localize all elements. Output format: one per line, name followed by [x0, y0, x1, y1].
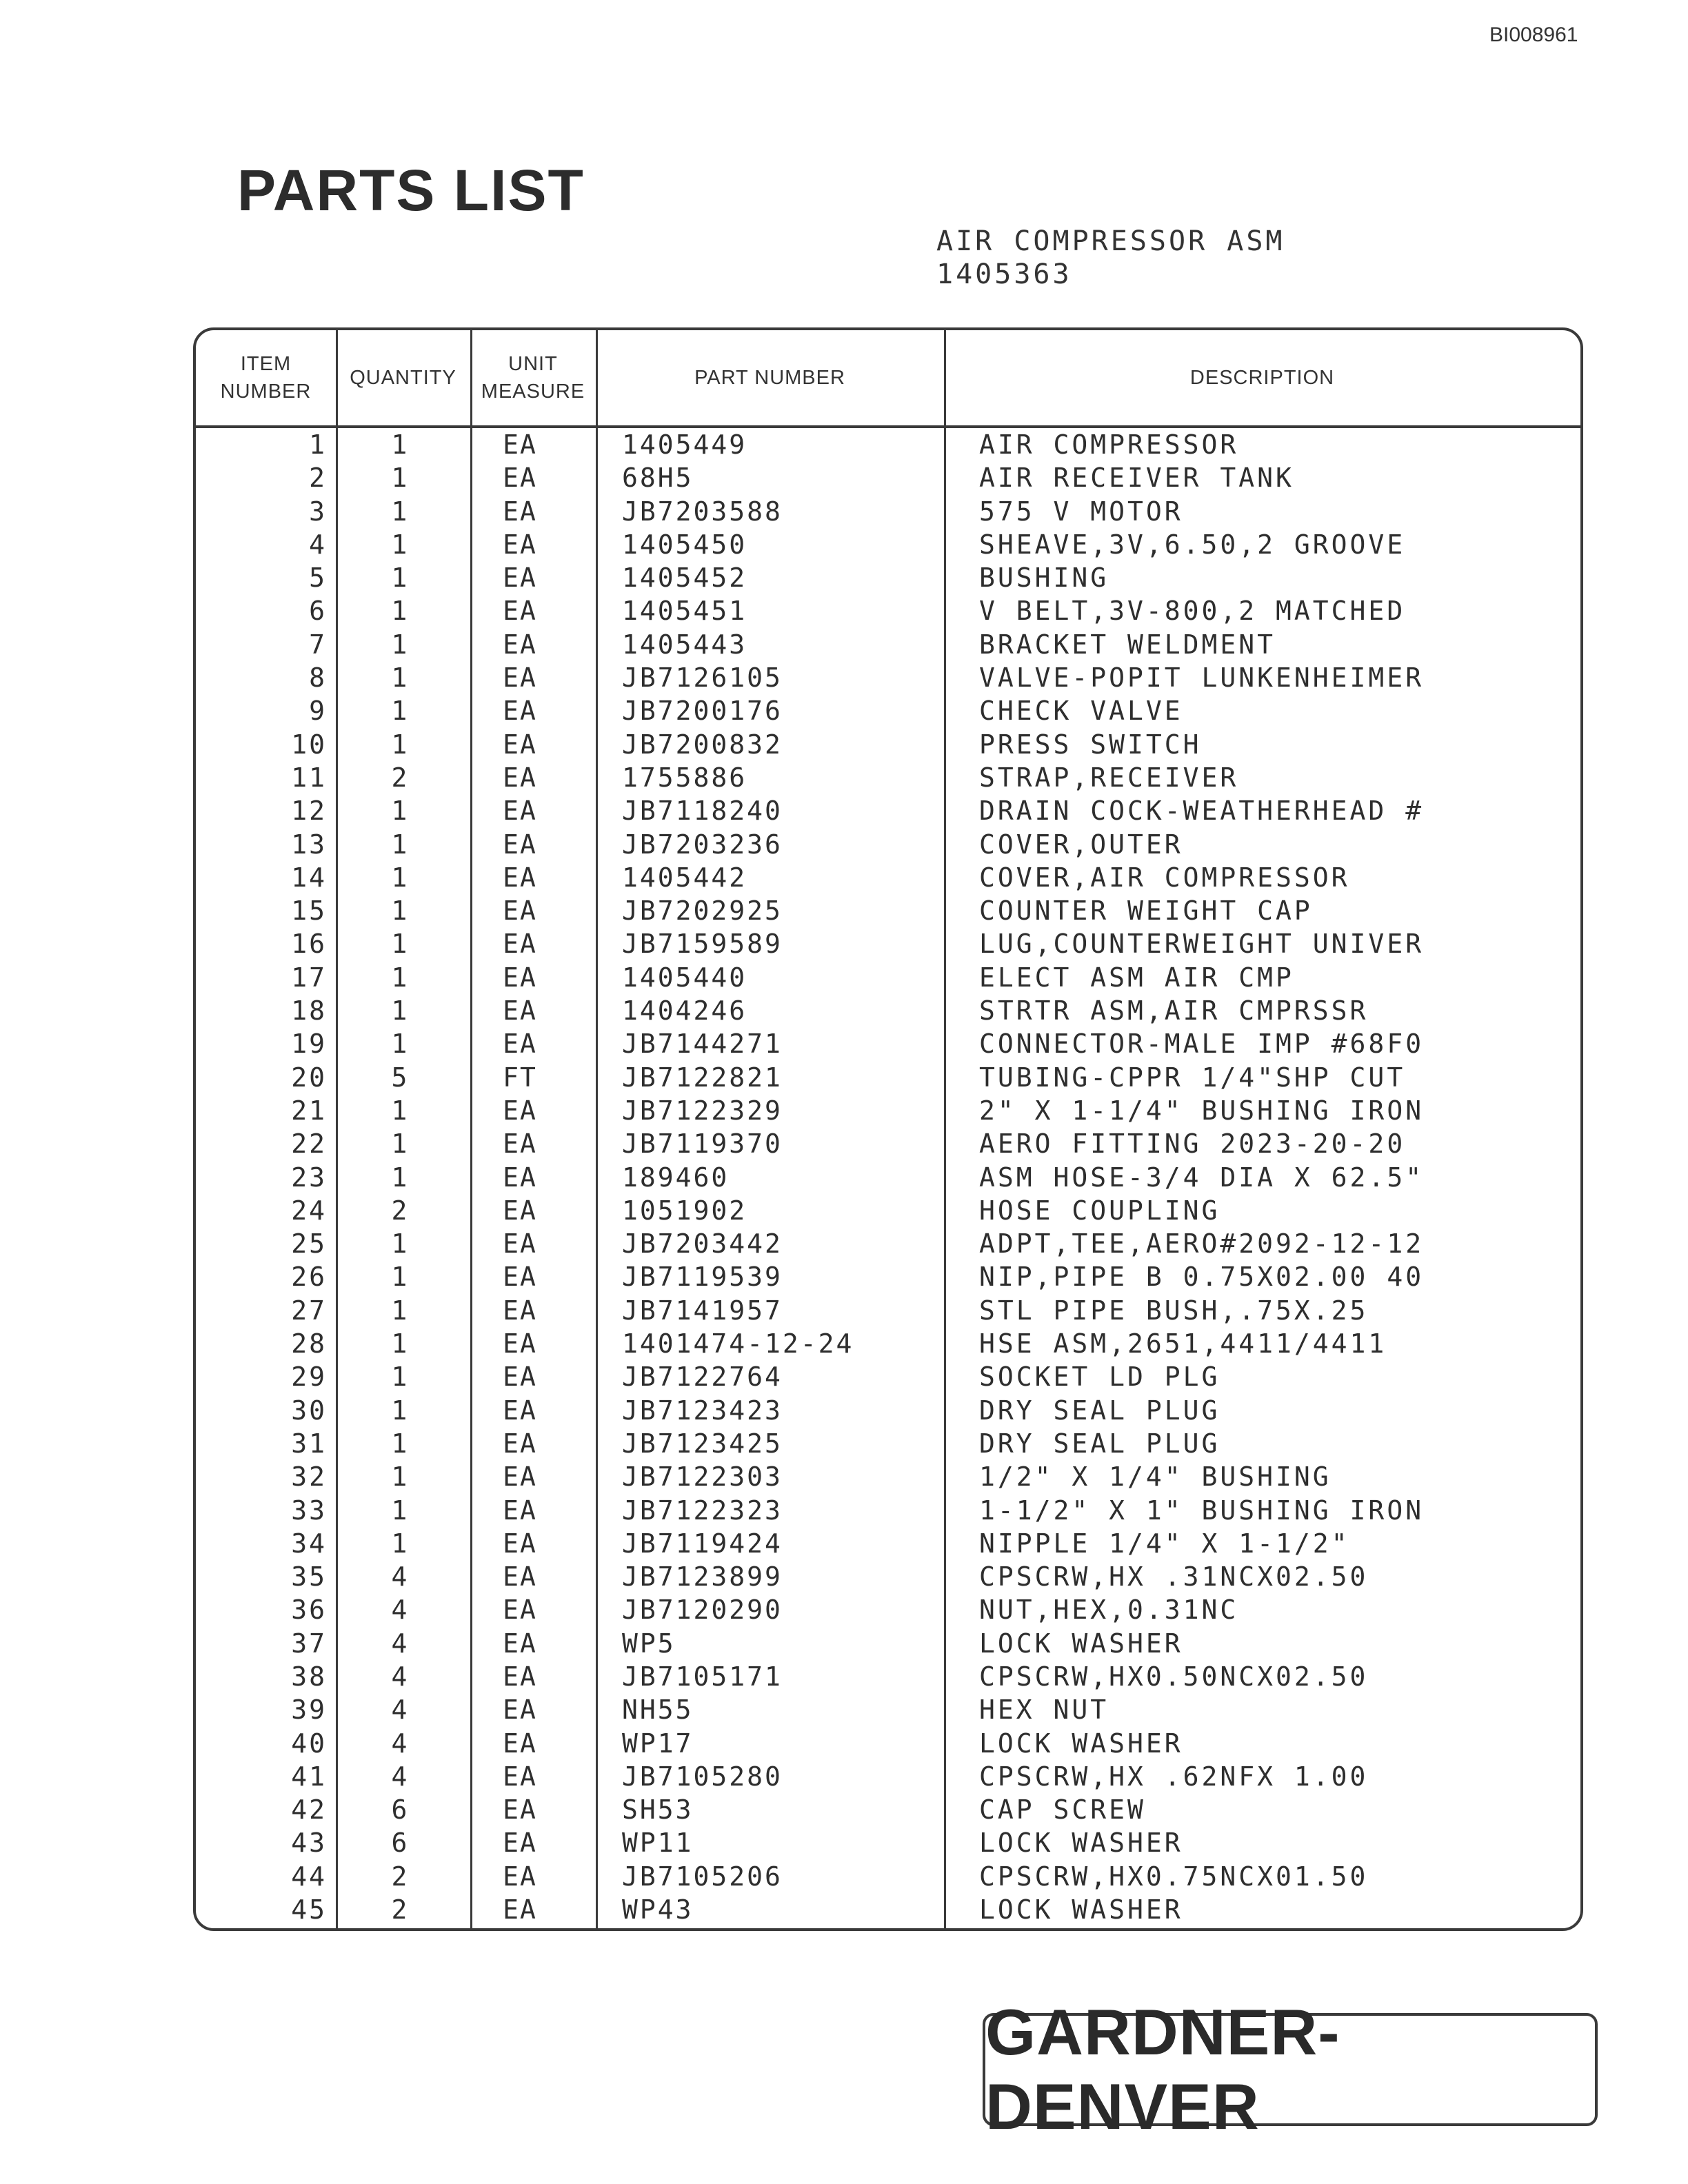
cell-unit-measure: EA	[503, 1462, 537, 1493]
cell-description: COVER,AIR COMPRESSOR	[979, 862, 1350, 893]
document-id: BI008961	[1489, 23, 1578, 46]
cell-unit-measure: EA	[503, 1794, 537, 1826]
cell-unit-measure: EA	[503, 1295, 537, 1326]
cell-quantity: 6	[391, 1794, 408, 1826]
table-row	[196, 1893, 1580, 1926]
cell-unit-measure: EA	[503, 1495, 537, 1526]
cell-item-number: 27	[291, 1295, 327, 1326]
table-row	[196, 661, 1580, 694]
cell-unit-measure: EA	[503, 1595, 537, 1626]
cell-unit-measure: EA	[503, 1095, 537, 1126]
cell-part-number: JB7159589	[622, 929, 783, 960]
cell-item-number: 41	[291, 1761, 327, 1792]
cell-quantity: 4	[391, 1561, 408, 1593]
cell-item-number: 22	[291, 1129, 327, 1160]
cell-quantity: 2	[391, 1894, 408, 1925]
cell-item-number: 39	[291, 1695, 327, 1726]
table-row	[196, 761, 1580, 794]
cell-part-number: JB7105280	[622, 1761, 783, 1792]
cell-description: CAP SCREW	[979, 1794, 1146, 1826]
cell-description: 2" X 1-1/4" BUSHING IRON	[979, 1095, 1425, 1126]
cell-item-number: 10	[291, 729, 327, 760]
cell-description: SOCKET LD PLG	[979, 1362, 1220, 1393]
parts-table	[193, 327, 1583, 1931]
cell-quantity: 1	[391, 596, 408, 627]
table-row	[196, 1427, 1580, 1460]
cell-item-number: 17	[291, 962, 327, 993]
table-header	[196, 330, 1580, 428]
cell-unit-measure: EA	[503, 1561, 537, 1593]
cell-description: AIR RECEIVER TANK	[979, 463, 1294, 494]
table-row	[196, 1194, 1580, 1227]
cell-part-number: JB7122329	[622, 1095, 783, 1126]
cell-quantity: 1	[391, 429, 408, 460]
table-row	[196, 1227, 1580, 1260]
cell-unit-measure: EA	[503, 1328, 537, 1359]
cell-part-number: 1401474-12-24	[622, 1328, 854, 1359]
cell-description: LUG,COUNTERWEIGHT UNIVER	[979, 929, 1425, 960]
cell-unit-measure: EA	[503, 429, 537, 460]
cell-unit-measure: EA	[503, 496, 537, 527]
cell-unit-measure: EA	[503, 529, 537, 560]
cell-description: LOCK WASHER	[979, 1628, 1183, 1659]
cell-description: DRY SEAL PLUG	[979, 1428, 1220, 1459]
cell-unit-measure: EA	[503, 1029, 537, 1060]
cell-item-number: 32	[291, 1462, 327, 1493]
cell-description: PRESS SWITCH	[979, 729, 1202, 760]
cell-part-number: 1405440	[622, 962, 747, 993]
table-row	[196, 561, 1580, 594]
cell-item-number: 42	[291, 1794, 327, 1826]
table-row	[196, 728, 1580, 761]
cell-quantity: 4	[391, 1628, 408, 1659]
cell-quantity: 1	[391, 929, 408, 960]
cell-unit-measure: EA	[503, 896, 537, 927]
cell-quantity: 1	[391, 663, 408, 694]
table-row	[196, 1593, 1580, 1626]
cell-item-number: 37	[291, 1628, 327, 1659]
cell-unit-measure: EA	[503, 929, 537, 960]
cell-part-number: 1404246	[622, 995, 747, 1027]
cell-part-number: NH55	[622, 1695, 694, 1726]
table-row	[196, 1494, 1580, 1527]
cell-unit-measure: EA	[503, 1262, 537, 1293]
cell-item-number: 36	[291, 1595, 327, 1626]
table-row	[196, 1061, 1580, 1094]
cell-part-number: 68H5	[622, 463, 694, 494]
header-quantity: QUANTITY	[350, 367, 456, 389]
table-row	[196, 1094, 1580, 1127]
page-title: PARTS LIST	[237, 158, 585, 223]
cell-quantity: 2	[391, 762, 408, 793]
cell-unit-measure: EA	[503, 1661, 537, 1692]
cell-part-number: 189460	[622, 1162, 730, 1193]
cell-unit-measure: EA	[503, 1362, 537, 1393]
cell-description: LOCK WASHER	[979, 1828, 1183, 1859]
cell-unit-measure: EA	[503, 1428, 537, 1459]
cell-item-number: 12	[291, 796, 327, 827]
cell-quantity: 4	[391, 1728, 408, 1759]
cell-item-number: 44	[291, 1861, 327, 1892]
cell-unit-measure: EA	[503, 796, 537, 827]
cell-item-number: 7	[309, 629, 327, 660]
cell-item-number: 33	[291, 1495, 327, 1526]
cell-unit-measure: EA	[503, 663, 537, 694]
cell-unit-measure: EA	[503, 762, 537, 793]
cell-unit-measure: EA	[503, 829, 537, 860]
cell-part-number: JB7203588	[622, 496, 783, 527]
cell-part-number: JB7123425	[622, 1428, 783, 1459]
cell-quantity: 1	[391, 696, 408, 727]
cell-unit-measure: EA	[503, 1894, 537, 1925]
cell-description: 1/2" X 1/4" BUSHING	[979, 1462, 1332, 1493]
cell-description: LOCK WASHER	[979, 1894, 1183, 1925]
cell-part-number: JB7203442	[622, 1228, 783, 1260]
cell-unit-measure: EA	[503, 1728, 537, 1759]
cell-quantity: 1	[391, 1462, 408, 1493]
cell-quantity: 1	[391, 1328, 408, 1359]
cell-part-number: 1405442	[622, 862, 747, 893]
cell-part-number: 1405449	[622, 429, 747, 460]
cell-unit-measure: EA	[503, 596, 537, 627]
cell-quantity: 1	[391, 496, 408, 527]
table-row	[196, 861, 1580, 894]
cell-part-number: JB7122821	[622, 1062, 783, 1093]
cell-unit-measure: EA	[503, 1628, 537, 1659]
cell-description: COVER,OUTER	[979, 829, 1183, 860]
cell-item-number: 21	[291, 1095, 327, 1126]
cell-unit-measure: EA	[503, 1162, 537, 1193]
cell-description: 575 V MOTOR	[979, 496, 1183, 527]
cell-part-number: JB7122303	[622, 1462, 783, 1493]
cell-item-number: 3	[309, 496, 327, 527]
table-row	[196, 1627, 1580, 1660]
cell-description: NIPPLE 1/4" X 1-1/2"	[979, 1528, 1350, 1559]
table-row	[196, 1360, 1580, 1393]
cell-item-number: 35	[291, 1561, 327, 1593]
cell-part-number: 1755886	[622, 762, 747, 793]
cell-item-number: 19	[291, 1029, 327, 1060]
cell-quantity: 6	[391, 1828, 408, 1859]
cell-part-number: JB7119424	[622, 1528, 783, 1559]
cell-item-number: 34	[291, 1528, 327, 1559]
cell-item-number: 14	[291, 862, 327, 893]
cell-quantity: 1	[391, 629, 408, 660]
table-row	[196, 694, 1580, 727]
cell-description: 1-1/2" X 1" BUSHING IRON	[979, 1495, 1425, 1526]
cell-description: ASM HOSE-3/4 DIA X 62.5"	[979, 1162, 1425, 1193]
header-item-number: ITEM NUMBER	[220, 353, 312, 403]
table-row	[196, 1161, 1580, 1194]
cell-unit-measure: EA	[503, 563, 537, 594]
cell-unit-measure: EA	[503, 1395, 537, 1426]
cell-unit-measure: EA	[503, 1129, 537, 1160]
cell-item-number: 6	[309, 596, 327, 627]
header-part-number: PART NUMBER	[694, 367, 845, 389]
cell-item-number: 24	[291, 1195, 327, 1226]
cell-quantity: 1	[391, 862, 408, 893]
table-row	[196, 1460, 1580, 1493]
cell-part-number: SH53	[622, 1794, 694, 1826]
cell-quantity: 2	[391, 1195, 408, 1226]
cell-item-number: 4	[309, 529, 327, 560]
cell-quantity: 1	[391, 1295, 408, 1326]
table-row	[196, 1660, 1580, 1693]
cell-item-number: 16	[291, 929, 327, 960]
cell-quantity: 1	[391, 1129, 408, 1160]
cell-unit-measure: EA	[503, 962, 537, 993]
cell-item-number: 40	[291, 1728, 327, 1759]
cell-unit-measure: EA	[503, 1761, 537, 1792]
cell-description: ELECT ASM AIR CMP	[979, 962, 1294, 993]
cell-quantity: 1	[391, 995, 408, 1027]
cell-description: CPSCRW,HX0.75NCX01.50	[979, 1861, 1369, 1892]
cell-part-number: JB7123423	[622, 1395, 783, 1426]
table-row	[196, 1727, 1580, 1760]
cell-unit-measure: EA	[503, 729, 537, 760]
cell-unit-measure: EA	[503, 1828, 537, 1859]
cell-description: CPSCRW,HX .31NCX02.50	[979, 1561, 1369, 1593]
cell-part-number: 1051902	[622, 1195, 747, 1226]
table-row	[196, 628, 1580, 661]
cell-quantity: 1	[391, 1362, 408, 1393]
cell-quantity: 1	[391, 463, 408, 494]
cell-part-number: JB7119370	[622, 1129, 783, 1160]
cell-part-number: JB7119539	[622, 1262, 783, 1293]
cell-quantity: 1	[391, 1162, 408, 1193]
table-row	[196, 1760, 1580, 1793]
cell-item-number: 45	[291, 1894, 327, 1925]
cell-quantity: 1	[391, 1495, 408, 1526]
cell-part-number: JB7123899	[622, 1561, 783, 1593]
cell-quantity: 1	[391, 796, 408, 827]
table-row	[196, 894, 1580, 927]
table-row	[196, 428, 1580, 461]
cell-item-number: 9	[309, 696, 327, 727]
cell-description: CHECK VALVE	[979, 696, 1183, 727]
table-row	[196, 1327, 1580, 1360]
table-row	[196, 528, 1580, 561]
cell-item-number: 30	[291, 1395, 327, 1426]
cell-part-number: JB7144271	[622, 1029, 783, 1060]
cell-description: SHEAVE,3V,6.50,2 GROOVE	[979, 529, 1406, 560]
cell-quantity: 1	[391, 529, 408, 560]
cell-part-number: JB7122323	[622, 1495, 783, 1526]
cell-quantity: 1	[391, 1095, 408, 1126]
cell-quantity: 1	[391, 1029, 408, 1060]
cell-item-number: 25	[291, 1228, 327, 1260]
cell-part-number: JB7118240	[622, 796, 783, 827]
cell-unit-measure: EA	[503, 862, 537, 893]
cell-item-number: 43	[291, 1828, 327, 1859]
cell-description: DRY SEAL PLUG	[979, 1395, 1220, 1426]
cell-description: ADPT,TEE,AERO#2092-12-12	[979, 1228, 1425, 1260]
cell-unit-measure: EA	[503, 463, 537, 494]
cell-item-number: 18	[291, 995, 327, 1027]
table-row	[196, 495, 1580, 528]
table-row	[196, 828, 1580, 861]
cell-item-number: 8	[309, 663, 327, 694]
table-row	[196, 1127, 1580, 1160]
table-row	[196, 961, 1580, 994]
cell-item-number: 26	[291, 1262, 327, 1293]
cell-quantity: 2	[391, 1861, 408, 1892]
cell-item-number: 23	[291, 1162, 327, 1193]
cell-part-number: WP17	[622, 1728, 694, 1759]
cell-part-number: JB7200832	[622, 729, 783, 760]
cell-description: HOSE COUPLING	[979, 1195, 1220, 1226]
cell-unit-measure: EA	[503, 629, 537, 660]
cell-quantity: 5	[391, 1062, 408, 1093]
cell-unit-measure: EA	[503, 995, 537, 1027]
cell-quantity: 1	[391, 829, 408, 860]
cell-part-number: 1405443	[622, 629, 747, 660]
cell-description: NUT,HEX,0.31NC	[979, 1595, 1239, 1626]
cell-unit-measure: EA	[503, 1228, 537, 1260]
cell-quantity: 4	[391, 1695, 408, 1726]
cell-description: LOCK WASHER	[979, 1728, 1183, 1759]
header-description: DESCRIPTION	[1189, 367, 1335, 389]
cell-part-number: JB7203236	[622, 829, 783, 860]
cell-quantity: 1	[391, 1395, 408, 1426]
cell-part-number: JB7126105	[622, 663, 783, 694]
cell-quantity: 1	[391, 729, 408, 760]
cell-part-number: WP11	[622, 1828, 694, 1859]
table-row	[196, 1394, 1580, 1427]
cell-unit-measure: FT	[503, 1062, 537, 1093]
table-row	[196, 794, 1580, 827]
assembly-number: 1405363	[936, 259, 1072, 290]
cell-quantity: 1	[391, 563, 408, 594]
cell-unit-measure: EA	[503, 1195, 537, 1226]
cell-item-number: 2	[309, 463, 327, 494]
table-row	[196, 594, 1580, 627]
table-row	[196, 1693, 1580, 1726]
cell-part-number: WP5	[622, 1628, 676, 1659]
cell-part-number: 1405452	[622, 563, 747, 594]
cell-quantity: 4	[391, 1761, 408, 1792]
cell-item-number: 5	[309, 563, 327, 594]
cell-quantity: 1	[391, 1428, 408, 1459]
table-row	[196, 927, 1580, 960]
cell-quantity: 1	[391, 1228, 408, 1260]
cell-unit-measure: EA	[503, 1861, 537, 1892]
table-row	[196, 994, 1580, 1027]
cell-part-number: WP43	[622, 1894, 694, 1925]
cell-item-number: 29	[291, 1362, 327, 1393]
cell-item-number: 38	[291, 1661, 327, 1692]
cell-description: CONNECTOR-MALE IMP #68F0	[979, 1029, 1425, 1060]
table-row	[196, 1826, 1580, 1859]
cell-quantity: 4	[391, 1661, 408, 1692]
assembly-info	[936, 225, 1285, 291]
table-row	[196, 1527, 1580, 1560]
cell-item-number: 15	[291, 896, 327, 927]
table-row	[196, 1793, 1580, 1826]
cell-unit-measure: EA	[503, 1695, 537, 1726]
cell-part-number: JB7105171	[622, 1661, 783, 1692]
cell-description: TUBING-CPPR 1/4"SHP CUT	[979, 1062, 1406, 1093]
cell-unit-measure: EA	[503, 696, 537, 727]
cell-part-number: 1405450	[622, 529, 747, 560]
header-unit-measure: UNIT MEASURE	[481, 353, 585, 403]
cell-description: DRAIN COCK-WEATHERHEAD #	[979, 796, 1425, 827]
cell-part-number: JB7202925	[622, 896, 783, 927]
table-row	[196, 1027, 1580, 1060]
cell-item-number: 28	[291, 1328, 327, 1359]
table-row	[196, 1560, 1580, 1593]
gardner-denver-logo	[983, 1996, 1598, 2143]
assembly-name: AIR COMPRESSOR ASM	[936, 225, 1285, 257]
cell-description: AIR COMPRESSOR	[979, 429, 1239, 460]
cell-quantity: 4	[391, 1595, 408, 1626]
cell-description: AERO FITTING 2023-20-20	[979, 1129, 1406, 1160]
table-body	[196, 428, 1580, 1926]
cell-description: HSE ASM,2651,4411/4411	[979, 1328, 1387, 1359]
cell-quantity: 1	[391, 1262, 408, 1293]
logo-text: GARDNER-DENVER	[985, 1996, 1340, 2143]
cell-part-number: 1405451	[622, 596, 747, 627]
cell-item-number: 20	[291, 1062, 327, 1093]
cell-description: CPSCRW,HX0.50NCX02.50	[979, 1661, 1369, 1692]
cell-item-number: 11	[291, 762, 327, 793]
cell-description: BUSHING	[979, 563, 1109, 594]
table-row	[196, 1260, 1580, 1293]
cell-description: V BELT,3V-800,2 MATCHED	[979, 596, 1406, 627]
cell-unit-measure: EA	[503, 1528, 537, 1559]
cell-item-number: 1	[309, 429, 327, 460]
cell-description: STRTR ASM,AIR CMPRSSR	[979, 995, 1369, 1027]
cell-description: BRACKET WELDMENT	[979, 629, 1276, 660]
cell-part-number: JB7122764	[622, 1362, 783, 1393]
table-row	[196, 461, 1580, 494]
cell-description: NIP,PIPE B 0.75X02.00 40	[979, 1262, 1425, 1293]
cell-part-number: JB7200176	[622, 696, 783, 727]
cell-quantity: 1	[391, 896, 408, 927]
cell-quantity: 1	[391, 962, 408, 993]
table-row	[196, 1294, 1580, 1327]
cell-description: STRAP,RECEIVER	[979, 762, 1239, 793]
cell-description: HEX NUT	[979, 1695, 1109, 1726]
cell-part-number: JB7105206	[622, 1861, 783, 1892]
cell-item-number: 13	[291, 829, 327, 860]
cell-part-number: JB7141957	[622, 1295, 783, 1326]
cell-part-number: JB7120290	[622, 1595, 783, 1626]
cell-description: CPSCRW,HX .62NFX 1.00	[979, 1761, 1369, 1792]
cell-quantity: 1	[391, 1528, 408, 1559]
cell-description: COUNTER WEIGHT CAP	[979, 896, 1313, 927]
cell-description: STL PIPE BUSH,.75X.25	[979, 1295, 1369, 1326]
table-row	[196, 1860, 1580, 1893]
cell-item-number: 31	[291, 1428, 327, 1459]
cell-description: VALVE-POPIT LUNKENHEIMER	[979, 663, 1425, 694]
